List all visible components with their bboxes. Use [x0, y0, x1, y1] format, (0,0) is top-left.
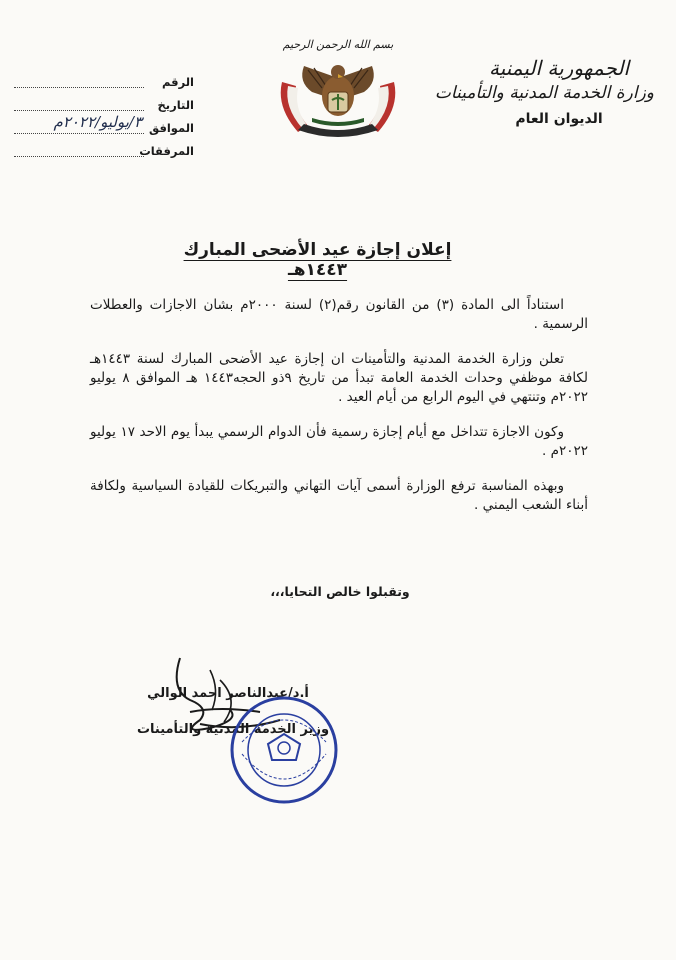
- official-stamp-icon: [228, 694, 340, 806]
- reference-label: الرقم: [162, 74, 194, 89]
- corresponding-row: [14, 113, 194, 139]
- signatory-title: وزير الخدمة المدنية والتأمينات: [136, 722, 330, 737]
- date-label: التاريخ: [157, 97, 194, 112]
- paragraph-greetings: وبهذه المناسبة ترفع الوزارة أسمى آيات التهاني والتبريكات للقيادة السياسية ولكافة أبناء الشعب اليمني .: [90, 478, 588, 513]
- corresponding-line: [14, 113, 144, 134]
- reference-block: [14, 70, 194, 162]
- closing-line: وتقبلوا خالص التحايا،،،: [270, 584, 410, 599]
- reference-row: [14, 70, 194, 93]
- attachments-line: [14, 144, 144, 157]
- paragraph-holiday-dates: تعلن وزارة الخدمة المدنية والتأمينات ان إجازة عيد الأضحى المبارك لسنة ١٤٤٣هـ لكافة موظفي وحدات الخدمة العامة تبدأ من تاريخ ٩ذو الحجه١٤٤٣ هـ الموافق ٨ يوليو ٢٠٢٢م وتنتهي في اليوم الرابع من أيام العيد .: [90, 351, 589, 405]
- ministry-name: وزارة الخدمة المدنية والتأمينات: [434, 83, 654, 103]
- announcement-body: [90, 296, 588, 531]
- paragraph-legal-basis: استناداً الى المادة (٣) من القانون رقم(٢) لسنة ٢٠٠٠م بشان الاجازات والعطلات الرسمية .: [90, 297, 588, 332]
- date-line: [14, 98, 144, 111]
- announcement-title: إعلان إجازة عيد الأضحى المبارك ١٤٤٣هـ: [183, 240, 452, 280]
- corresponding-value: ٣/يوليو/٢٠٢٢م: [53, 113, 142, 131]
- basmala: بسم الله الرحمن الرحيم: [282, 38, 394, 51]
- signatory-name: أ.د/عبدالناصر احمد الوالي: [147, 686, 309, 701]
- yemen-emblem-icon: [268, 52, 408, 140]
- corresponding-label: الموافق: [148, 120, 194, 135]
- letterhead: [434, 55, 654, 127]
- attachments-label: المرفقات: [139, 143, 194, 158]
- reference-line: [14, 75, 144, 88]
- paragraph-resumption: وكون الاجازة تتداخل مع أيام إجازة رسمية فأن الدوام الرسمي يبدأ يوم الاحد ١٧ يوليو ٢٠٢٢م .: [90, 424, 588, 459]
- attachments-row: [14, 139, 194, 162]
- government-name: الجمهورية اليمنية: [488, 56, 630, 80]
- office-name: الديوان العام: [515, 111, 603, 127]
